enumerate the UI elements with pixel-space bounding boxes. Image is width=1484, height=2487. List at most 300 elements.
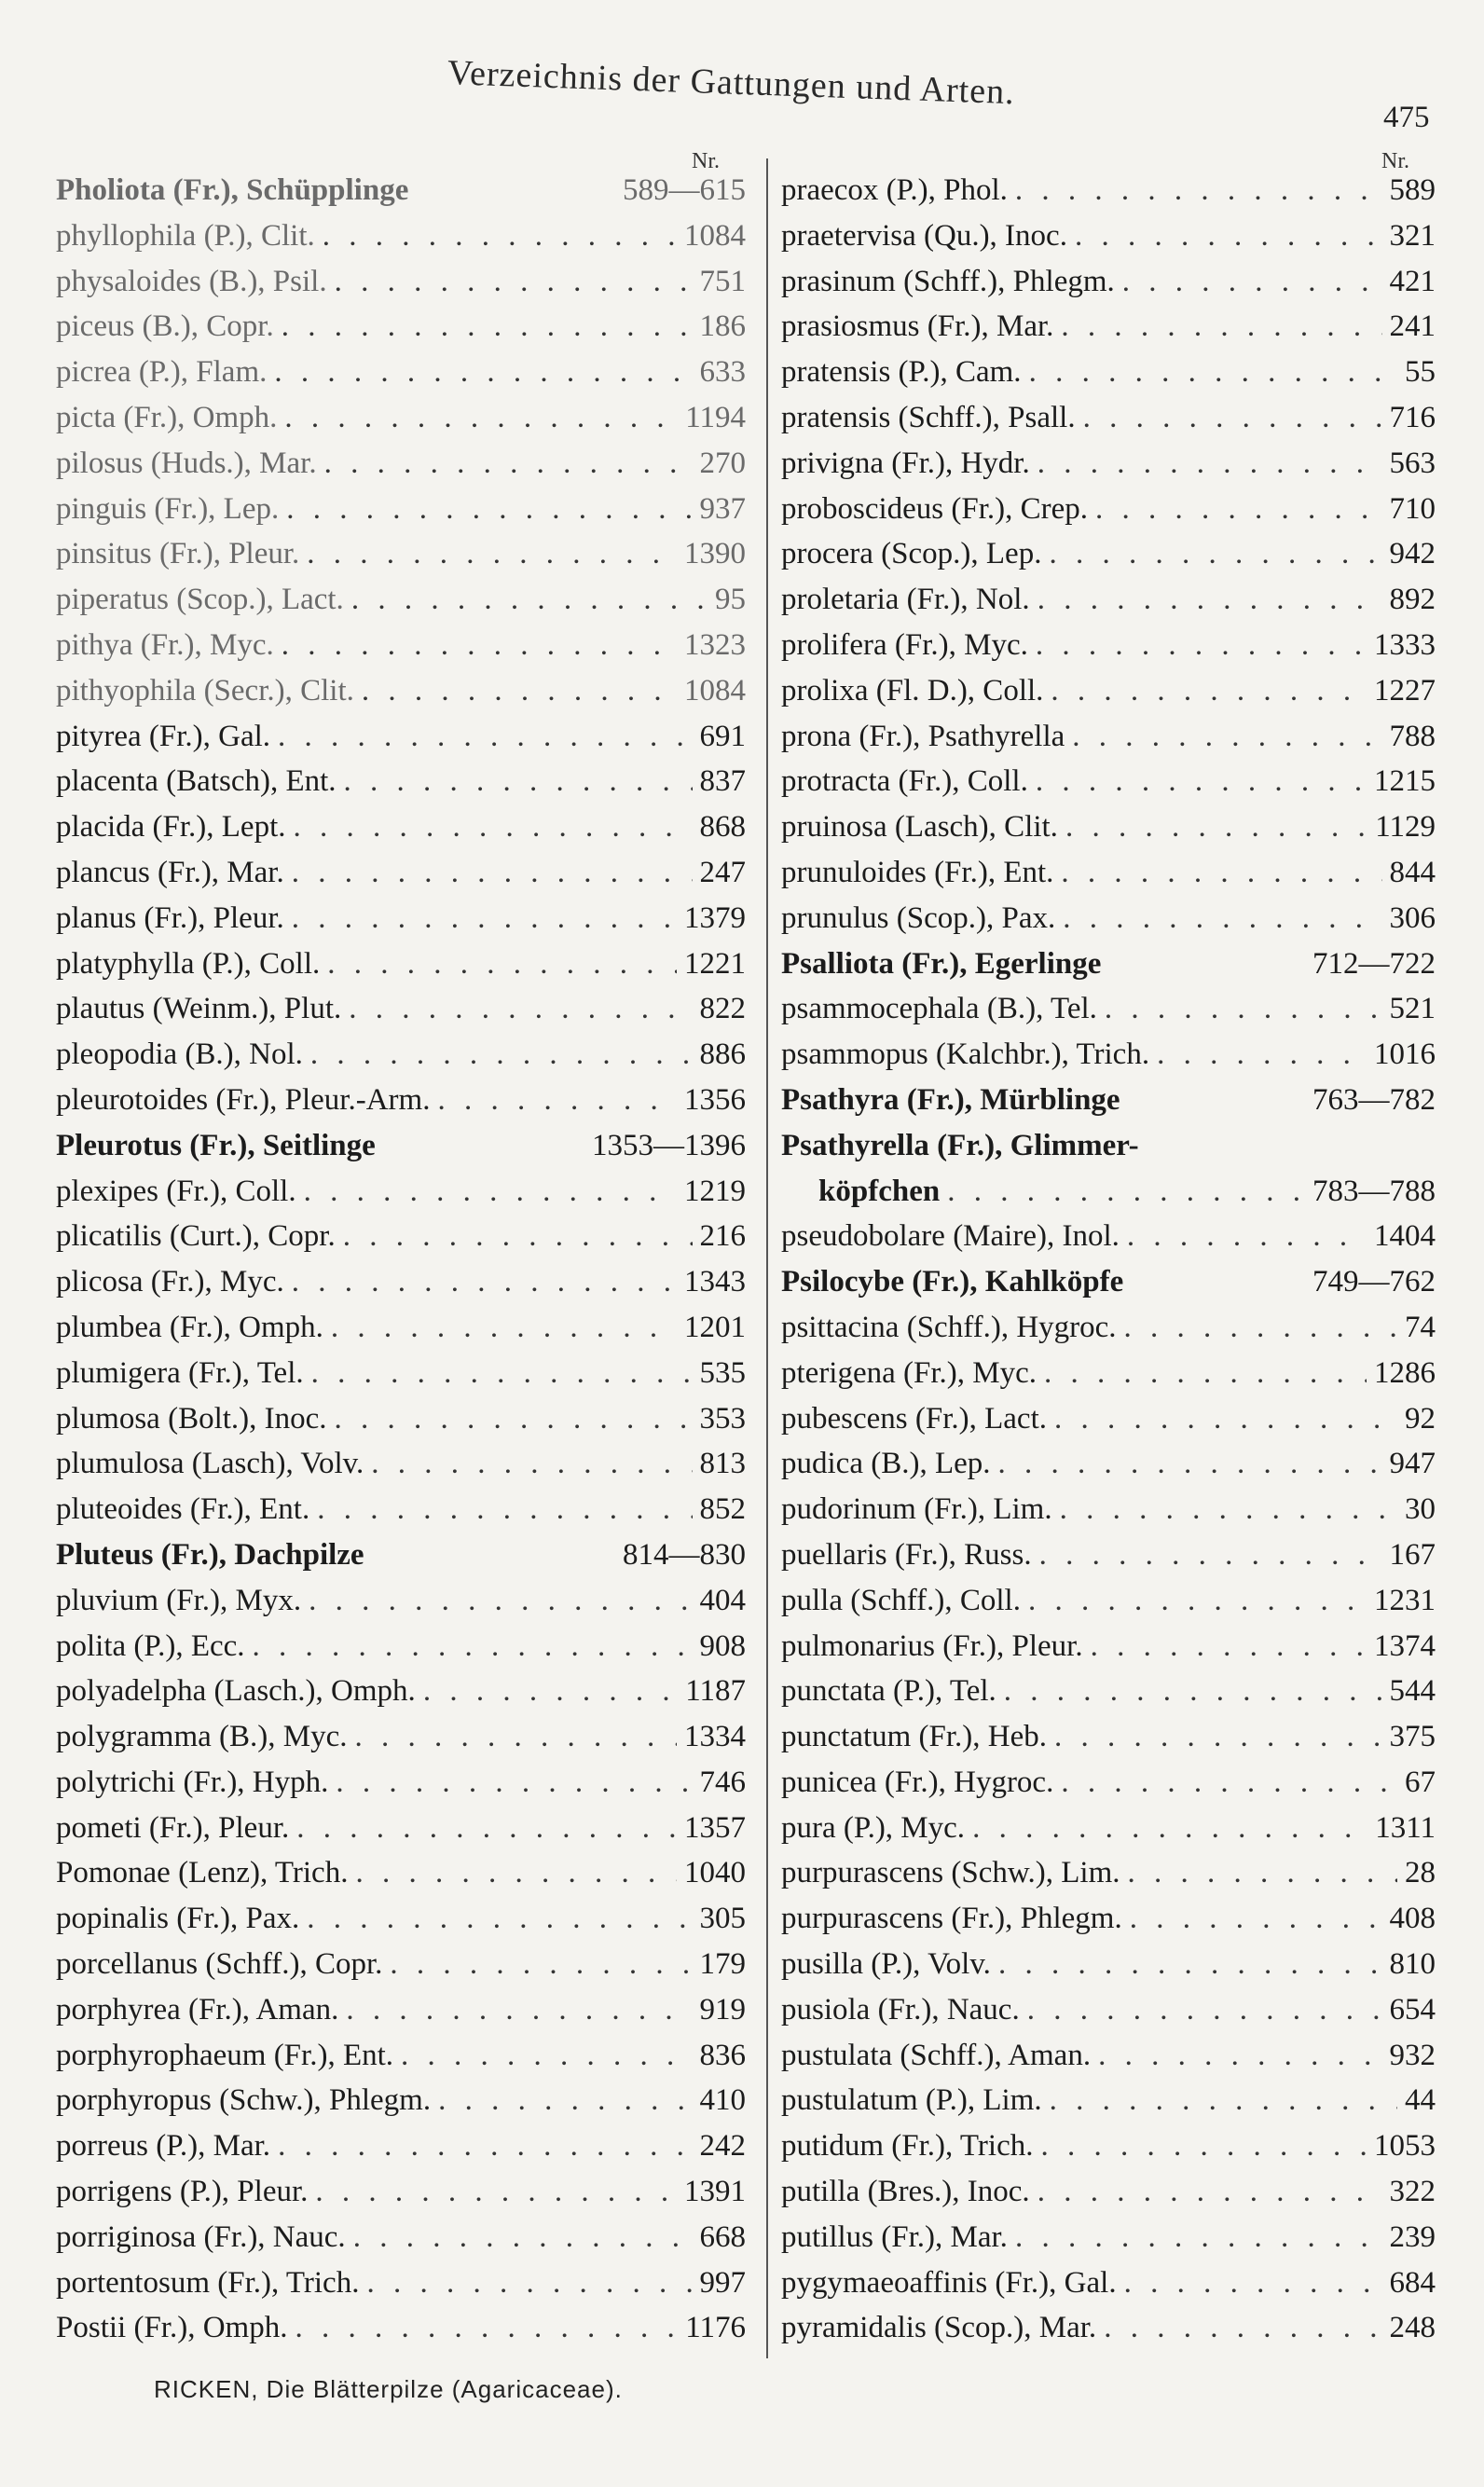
entry-number: 589	[1389, 173, 1436, 207]
dot-leader	[292, 1265, 677, 1299]
entry-name: pudica (B.), Lep.	[781, 1447, 991, 1481]
dot-leader	[362, 674, 677, 708]
entry-number: 710	[1389, 491, 1436, 526]
entry-number: 353	[699, 1401, 746, 1436]
dot-leader	[1036, 764, 1367, 799]
dot-leader	[353, 2220, 693, 2255]
entry-number: 1187	[685, 1674, 746, 1709]
dot-leader	[344, 764, 693, 799]
dot-leader	[1063, 901, 1381, 936]
dot-leader	[282, 628, 677, 663]
entry-number: 1219	[684, 1174, 746, 1208]
running-title: Verzeichnis der Gattungen und Arten.	[447, 53, 1016, 113]
index-entry	[56, 1856, 746, 1902]
index-entry	[781, 1811, 1436, 1857]
genus-entry	[56, 173, 746, 219]
index-entry	[781, 1720, 1436, 1766]
entry-name: plumbea (Fr.), Omph.	[56, 1310, 323, 1344]
dot-leader	[371, 1447, 692, 1481]
footer-signature: RICKEN, Die Blätterpilze (Agaricaceae).	[154, 2375, 623, 2403]
dot-leader	[1075, 219, 1382, 254]
dot-leader	[331, 1311, 677, 1345]
entry-name: pygymaeoaffinis (Fr.), Gal.	[781, 2265, 1117, 2300]
entry-number: 30	[1405, 1492, 1436, 1527]
entry-name: Psalliota (Fr.), Egerlinge	[781, 946, 1102, 981]
dot-leader	[324, 447, 693, 481]
entry-name: pinguis (Fr.), Lep.	[56, 491, 280, 526]
entry-name-line2	[781, 1175, 1436, 1220]
entry-name: plumosa (Bolt.), Inoc.	[56, 1401, 327, 1436]
index-entry	[56, 720, 746, 765]
entry-name: placida (Fr.), Lept.	[56, 810, 286, 845]
entry-number: 186	[699, 309, 746, 344]
entry-number: 1374	[1374, 1628, 1436, 1663]
entry-number: 716	[1389, 400, 1436, 434]
index-entry-psathyrella	[781, 1129, 1436, 1220]
entry-number: 886	[699, 1037, 746, 1072]
dot-leader	[253, 1629, 693, 1664]
index-entry	[56, 1083, 746, 1129]
index-entry	[56, 1492, 746, 1538]
entry-number: 248	[1389, 2311, 1436, 2345]
dot-leader	[1061, 309, 1381, 344]
dot-leader	[1015, 2220, 1382, 2255]
entry-name: plumigera (Fr.), Tel.	[56, 1355, 304, 1390]
entry-name: porriginosa (Fr.), Nauc.	[56, 2219, 346, 2254]
entry-number: 788	[1389, 719, 1436, 753]
index-entry	[56, 583, 746, 628]
entry-name: psittacina (Schff.), Hygroc.	[781, 1310, 1117, 1344]
dot-leader	[1130, 1902, 1382, 1936]
entry-name: pithya (Fr.), Myc.	[56, 627, 274, 662]
dot-leader	[355, 1720, 677, 1754]
entry-name: pura (P.), Myc.	[781, 1810, 966, 1845]
entry-name: plicosa (Fr.), Myc.	[56, 1265, 284, 1299]
dot-leader	[1027, 1993, 1382, 2027]
dot-leader	[1037, 583, 1382, 617]
dot-leader	[351, 583, 708, 617]
entry-name: pseudobolare (Maire), Inol.	[781, 1219, 1120, 1254]
dot-leader	[355, 1856, 677, 1890]
index-entry	[781, 1947, 1436, 1993]
entry-number: 55	[1405, 355, 1436, 390]
entry-name: prasiosmus (Fr.), Mar.	[781, 309, 1054, 344]
entry-number: 822	[699, 992, 746, 1026]
entry-number: 1215	[1374, 764, 1436, 799]
index-entry	[56, 2175, 746, 2220]
entry-name: planus (Fr.), Pleur.	[56, 900, 284, 935]
entry-number: 67	[1405, 1765, 1436, 1799]
index-entry	[781, 1492, 1436, 1538]
index-entry	[781, 2129, 1436, 2175]
entry-number: 837	[699, 764, 746, 799]
entry-number: 1053	[1374, 2129, 1436, 2164]
entry-name: porreus (P.), Mar.	[56, 2129, 271, 2164]
entry-name: punctata (P.), Tel.	[781, 1674, 996, 1709]
entry-name: praetervisa (Qu.), Inoc.	[781, 218, 1067, 253]
entry-number: 1390	[684, 537, 746, 571]
entry-name: praecox (P.), Phol.	[781, 173, 1008, 207]
entry-name: Pomonae (Lenz), Trich.	[56, 1856, 349, 1890]
dot-leader	[1039, 1538, 1382, 1573]
entry-number: 1404	[1374, 1219, 1436, 1254]
entry-name: procera (Scop.), Lep.	[781, 537, 1042, 571]
entry-name: prunulus (Scop.), Pax.	[781, 900, 1056, 935]
entry-number: 633	[699, 355, 746, 390]
dot-leader	[346, 1993, 692, 2027]
dot-leader	[1054, 1402, 1397, 1436]
entry-name: privigna (Fr.), Hydr.	[781, 446, 1030, 480]
entry-number: 322	[1389, 2175, 1436, 2209]
index-entry	[781, 309, 1436, 355]
index-entry	[56, 1720, 746, 1766]
index-entry	[781, 2266, 1436, 2312]
dot-leader	[1060, 1492, 1397, 1527]
index-entry	[56, 1356, 746, 1402]
index-entry	[781, 2175, 1436, 2220]
entry-number: 270	[699, 446, 746, 480]
entry-name: pudorinum (Fr.), Lim.	[781, 1492, 1052, 1527]
index-entry	[56, 628, 746, 674]
index-entry	[56, 1629, 746, 1675]
index-entry	[781, 1402, 1436, 1448]
entry-number: 746	[699, 1765, 746, 1799]
entry-name: Pluteus (Fr.), Dachpilze	[56, 1537, 364, 1572]
index-entry	[56, 492, 746, 538]
index-entry	[781, 1356, 1436, 1402]
dot-leader	[282, 309, 693, 344]
genus-entry	[781, 947, 1436, 993]
dot-leader	[1128, 1856, 1397, 1890]
dot-leader	[1040, 2129, 1367, 2164]
entry-name-line1: Psathyrella (Fr.), Glimmer-	[781, 1128, 1139, 1162]
index-entry	[781, 1538, 1436, 1584]
entry-name: pleopodia (B.), Nol.	[56, 1037, 303, 1072]
index-entry	[56, 537, 746, 583]
dot-leader	[1124, 2266, 1382, 2301]
dot-leader	[1051, 674, 1367, 708]
entry-name: plicatilis (Curt.), Copr.	[56, 1219, 336, 1254]
entry-number: 749—762	[1312, 1265, 1436, 1299]
entry-name: putillus (Fr.), Mar.	[781, 2219, 1008, 2254]
dot-leader	[323, 219, 677, 254]
entry-number: 1201	[684, 1310, 746, 1344]
index-entry	[56, 447, 746, 492]
index-entry	[781, 173, 1436, 219]
dot-leader	[1065, 810, 1367, 845]
entry-name: popinalis (Fr.), Pax.	[56, 1902, 300, 1936]
index-list-right-a	[781, 173, 1436, 1129]
entry-number: 92	[1405, 1401, 1436, 1436]
dot-leader	[1104, 2311, 1381, 2345]
entry-number: 239	[1389, 2219, 1436, 2254]
dot-leader	[1083, 401, 1382, 435]
index-entry	[56, 2039, 746, 2084]
entry-name: psammopus (Kalchbr.), Trich.	[781, 1037, 1150, 1072]
index-entry	[56, 764, 746, 810]
index-entry	[56, 355, 746, 401]
dot-leader	[1095, 492, 1381, 527]
page-number: 475	[1383, 101, 1430, 134]
entry-number: 1040	[684, 1856, 746, 1890]
index-entry	[781, 2039, 1436, 2084]
entry-name: putidum (Fr.), Trich.	[781, 2129, 1034, 2164]
index-entry	[781, 1674, 1436, 1720]
entry-number: 44	[1405, 2083, 1436, 2118]
entry-number: 563	[1389, 446, 1436, 480]
dot-leader	[1036, 628, 1367, 663]
dot-leader	[307, 537, 677, 571]
index-column-right	[781, 149, 1436, 2356]
index-entry	[56, 992, 746, 1037]
index-entry	[781, 1766, 1436, 1811]
entry-name: puellaris (Fr.), Russ.	[781, 1537, 1032, 1572]
dot-leader	[1049, 537, 1381, 571]
dot-leader	[1015, 173, 1382, 208]
dot-leader	[390, 1947, 692, 1982]
index-entry	[56, 265, 746, 310]
entry-name: porphyropus (Schw.), Phlegm.	[56, 2083, 432, 2118]
index-entry	[781, 492, 1436, 538]
entry-number: 751	[699, 264, 746, 298]
index-entry	[56, 2220, 746, 2266]
entry-name: protracta (Fr.), Coll.	[781, 764, 1028, 799]
entry-number: 1084	[684, 218, 746, 253]
entry-name: pratensis (P.), Cam.	[781, 355, 1022, 390]
entry-number: 814—830	[623, 1537, 746, 1572]
entry-number: 375	[1389, 1720, 1436, 1754]
entry-name: proboscideus (Fr.), Crep.	[781, 491, 1089, 526]
index-entry	[781, 674, 1436, 720]
dot-leader	[327, 947, 677, 982]
dot-leader	[438, 2083, 692, 2118]
entry-number: 521	[1389, 992, 1436, 1026]
entry-name: Psathyra (Fr.), Mürblinge	[781, 1082, 1120, 1117]
entry-name: piperatus (Scop.), Lact.	[56, 583, 344, 617]
entry-number: 852	[699, 1492, 746, 1527]
entry-number: 28	[1405, 1856, 1436, 1890]
dot-leader	[274, 355, 692, 390]
entry-name: piceus (B.), Copr.	[56, 309, 274, 344]
entry-number: 1391	[684, 2175, 746, 2209]
entry-number: 1084	[684, 673, 746, 708]
number-column-heading: Nr.	[692, 149, 720, 173]
index-entry	[781, 447, 1436, 492]
dot-leader	[1037, 2175, 1382, 2209]
index-entry	[781, 1037, 1436, 1083]
index-entry	[781, 764, 1436, 810]
genus-entry	[56, 1129, 746, 1175]
index-entry	[781, 2083, 1436, 2129]
entry-number: 179	[699, 1947, 746, 1982]
dot-leader	[1054, 1720, 1381, 1754]
entry-number: 684	[1389, 2265, 1436, 2300]
entry-number: 691	[699, 719, 746, 753]
entry-number: 1333	[1374, 627, 1436, 662]
index-entry	[781, 2311, 1436, 2356]
entry-name: pulla (Schff.), Coll.	[781, 1583, 1021, 1617]
entry-name: pratensis (Schff.), Psall.	[781, 400, 1076, 434]
index-entry	[781, 1219, 1436, 1265]
dot-leader	[1037, 447, 1382, 481]
dot-leader	[317, 1492, 692, 1527]
entry-name: prunuloides (Fr.), Ent.	[781, 855, 1054, 889]
dot-leader	[998, 1947, 1382, 1982]
entry-number: 589—615	[623, 173, 746, 207]
entry-number: 421	[1389, 264, 1436, 298]
entry-number: 241	[1389, 309, 1436, 344]
entry-name: köpfchen	[818, 1174, 941, 1208]
dot-leader	[335, 265, 693, 299]
index-entry	[781, 355, 1436, 401]
index-entry	[781, 537, 1436, 583]
entry-number: 74	[1405, 1310, 1436, 1344]
entry-name: putilla (Bres.), Inoc.	[781, 2175, 1030, 2209]
entry-number: 836	[699, 2038, 746, 2072]
index-entry	[781, 1311, 1436, 1356]
index-list-left	[56, 173, 746, 2356]
index-entry	[781, 583, 1436, 628]
entry-name: pilosus (Huds.), Mar.	[56, 446, 317, 480]
entry-number: 408	[1389, 1902, 1436, 1936]
dot-leader	[343, 1219, 693, 1254]
dot-leader	[1004, 1674, 1382, 1709]
dot-leader	[310, 1037, 693, 1072]
index-entry	[56, 1175, 746, 1220]
entry-name: pubescens (Fr.), Lact.	[781, 1401, 1047, 1436]
index-entry	[56, 1447, 746, 1492]
index-entry	[56, 1993, 746, 2039]
entry-name: purpurascens (Schw.), Lim.	[781, 1856, 1120, 1890]
dot-leader	[286, 492, 692, 527]
entry-number: 247	[699, 855, 746, 889]
index-entry	[56, 1766, 746, 1811]
dot-leader	[296, 1811, 677, 1846]
entry-number: 947	[1389, 1447, 1436, 1481]
entry-number: 654	[1389, 1992, 1436, 2027]
entry-name: plexipes (Fr.), Coll.	[56, 1174, 296, 1208]
dot-leader	[437, 1083, 677, 1118]
dot-leader	[1050, 2083, 1397, 2118]
dot-leader	[349, 992, 692, 1026]
index-entry	[56, 1037, 746, 1083]
dot-leader	[295, 2311, 678, 2345]
entry-number: 535	[699, 1355, 746, 1390]
entry-number: 167	[1389, 1537, 1436, 1572]
entry-name: pityrea (Fr.), Gal.	[56, 719, 271, 753]
entry-number: 810	[1389, 1947, 1436, 1982]
entry-number: 763—782	[1312, 1082, 1436, 1117]
entry-number: 1357	[684, 1810, 746, 1845]
entry-number: 932	[1389, 2038, 1436, 2072]
index-entry	[781, 219, 1436, 265]
dot-leader	[292, 901, 677, 936]
index-entry	[781, 628, 1436, 674]
index-list-right-b	[781, 1219, 1436, 2356]
entry-number: 1231	[1374, 1583, 1436, 1617]
index-entry	[781, 901, 1436, 947]
index-entry	[781, 1856, 1436, 1902]
entry-number: 844	[1389, 855, 1436, 889]
entry-name: prolixa (Fl. D.), Coll.	[781, 673, 1044, 708]
entry-name: portentosum (Fr.), Trich.	[56, 2265, 360, 2300]
entry-name: porcellanus (Schff.), Copr.	[56, 1947, 383, 1982]
index-entry	[781, 856, 1436, 901]
index-entry	[781, 720, 1436, 765]
genus-entry	[781, 1265, 1436, 1311]
genus-entry	[56, 1538, 746, 1584]
entry-name: punctatum (Fr.), Heb.	[781, 1720, 1048, 1754]
entry-name: proletaria (Fr.), Nol.	[781, 583, 1030, 617]
entry-name: pusiola (Fr.), Nauc.	[781, 1992, 1020, 2027]
entry-name: pinsitus (Fr.), Pleur.	[56, 537, 300, 571]
dot-leader	[1061, 1766, 1397, 1800]
index-entry	[56, 1219, 746, 1265]
dot-leader	[1105, 992, 1382, 1026]
entry-number: 410	[699, 2083, 746, 2118]
dot-leader	[1157, 1037, 1367, 1072]
entry-number: 1221	[684, 946, 746, 981]
dot-leader	[336, 1766, 692, 1800]
entry-number: 1334	[684, 1720, 746, 1754]
entry-name: phyllophila (P.), Clit.	[56, 218, 315, 253]
entry-name: prolifera (Fr.), Myc.	[781, 627, 1028, 662]
index-entry	[56, 1402, 746, 1448]
entry-name: pruinosa (Lasch), Clit.	[781, 810, 1058, 845]
dot-leader	[947, 1175, 1305, 1209]
entry-name: purpurascens (Fr.), Phlegm.	[781, 1902, 1122, 1936]
dot-leader	[423, 1674, 678, 1709]
index-entry	[781, 810, 1436, 856]
dot-leader	[315, 2175, 677, 2209]
entry-name: physaloides (B.), Psil.	[56, 264, 327, 298]
dot-leader	[1122, 265, 1382, 299]
entry-name: plumulosa (Lasch), Volv.	[56, 1447, 364, 1481]
entry-name: pluteoides (Fr.), Ent.	[56, 1492, 310, 1527]
dot-leader	[1044, 1356, 1367, 1391]
column-divider	[766, 158, 768, 2358]
entry-name: Psilocybe (Fr.), Kahlköpfe	[781, 1265, 1124, 1299]
index-entry	[781, 401, 1436, 447]
dot-leader	[1029, 355, 1397, 390]
entry-number: 242	[699, 2129, 746, 2164]
genus-entry	[781, 1083, 1436, 1129]
entry-number: 919	[699, 1992, 746, 2027]
number-column-heading: Nr.	[1381, 149, 1409, 173]
entry-number: 868	[699, 810, 746, 845]
entry-number: 668	[699, 2219, 746, 2254]
entry-number: 1016	[1374, 1037, 1436, 1072]
index-entry	[56, 309, 746, 355]
entry-number: 1356	[684, 1082, 746, 1117]
dot-leader	[304, 1175, 677, 1209]
entry-name: porphyrophaeum (Fr.), Ent.	[56, 2038, 394, 2072]
entry-name: pithyophila (Secr.), Clit.	[56, 673, 354, 708]
index-column-left	[56, 149, 746, 2356]
index-entry	[56, 401, 746, 447]
index-entry	[56, 947, 746, 993]
dot-leader	[401, 2039, 692, 2073]
entry-number: 544	[1389, 1674, 1436, 1709]
entry-name: pustulatum (P.), Lim.	[781, 2083, 1042, 2118]
entry-name: porphyrea (Fr.), Aman.	[56, 1992, 339, 2027]
index-entry	[781, 1584, 1436, 1629]
entry-number: 1311	[1375, 1810, 1436, 1845]
entry-name: polygramma (B.), Myc.	[56, 1720, 348, 1754]
index-entry	[56, 674, 746, 720]
entry-number: 305	[699, 1902, 746, 1936]
dot-leader	[278, 720, 692, 754]
